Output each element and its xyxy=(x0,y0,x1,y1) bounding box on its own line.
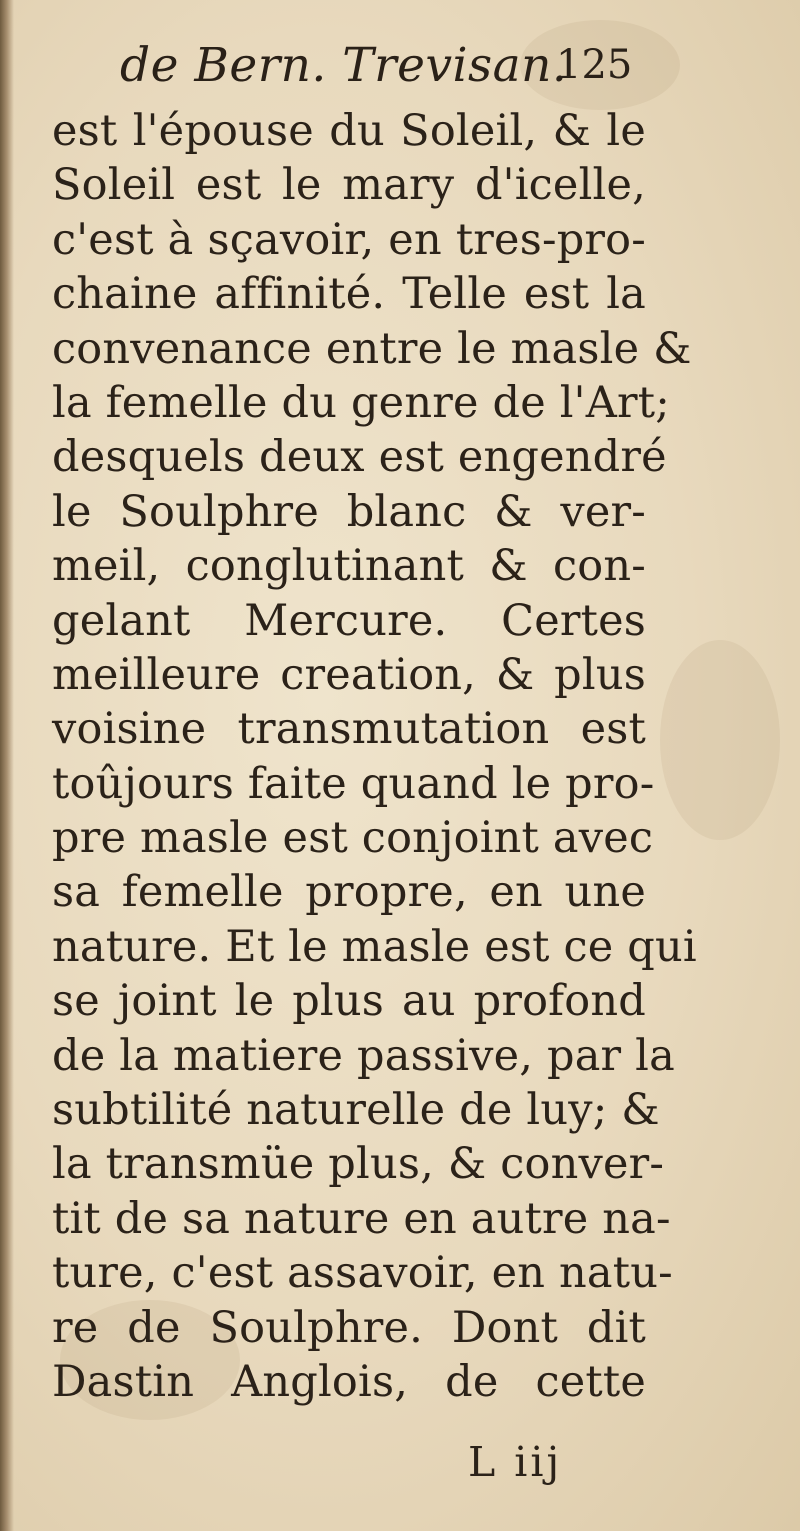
paper-stain xyxy=(660,640,780,840)
text-line: le Soulphre blanc & ver- xyxy=(52,486,646,537)
text-line: sa femelle propre, en une xyxy=(52,867,646,918)
text-line: de la matiere passive, par la xyxy=(52,1030,675,1081)
text-line: meilleure creation, & plus xyxy=(52,649,646,700)
text-line: tit de sa nature en autre na- xyxy=(52,1193,671,1244)
text-line: pre masle est conjoint avec xyxy=(52,813,654,864)
text-line: meil, conglutinant & con- xyxy=(52,541,646,592)
text-line: est l'épouse du Soleil, & le xyxy=(52,106,646,156)
page-header xyxy=(0,38,800,102)
text-line: Dastin Anglois, de cette xyxy=(52,1356,646,1407)
text-line: re de Soulphre. Dont dit xyxy=(52,1302,646,1353)
text-line: se joint le plus au profond xyxy=(52,976,646,1027)
text-line: gelant Mercure. Certes xyxy=(52,595,646,646)
text-line: toûjours faite quand le pro- xyxy=(52,758,655,809)
text-line: nature. Et le masle est ce qui xyxy=(52,921,697,972)
text-line: chaine affinité. Telle est la xyxy=(52,269,646,320)
page-number: 125 xyxy=(556,42,633,88)
text-line: Soleil est le mary d'icelle, xyxy=(52,160,646,211)
text-line: desquels deux est engendré xyxy=(52,432,667,483)
text-line: la transmüe plus, & conver- xyxy=(52,1139,665,1190)
text-line: convenance entre le masle & xyxy=(52,323,692,374)
signature-mark: L iij xyxy=(468,1438,563,1486)
page-gutter-shadow xyxy=(0,0,14,1531)
text-line: subtilité naturelle de luy; & xyxy=(52,1085,660,1136)
text-line: c'est à sçavoir, en tres-pro- xyxy=(52,214,646,265)
text-line: la femelle du genre de l'Art; xyxy=(52,377,670,428)
text-line: voisine transmutation est xyxy=(52,704,646,755)
body-text xyxy=(52,104,697,1409)
text-line: ture, c'est assavoir, en natu- xyxy=(52,1248,673,1299)
running-title: de Bern. Trevisan. xyxy=(120,38,568,93)
